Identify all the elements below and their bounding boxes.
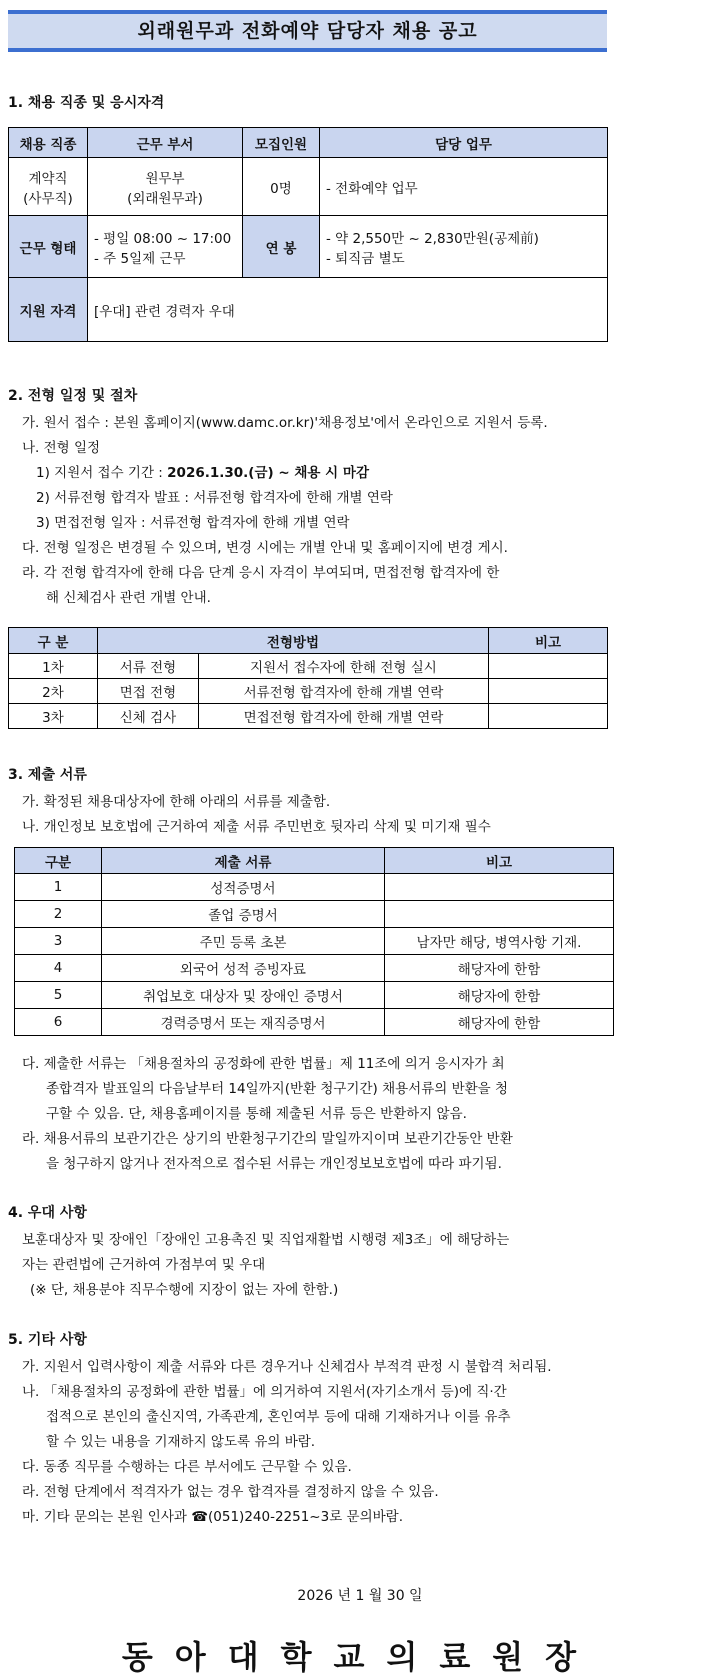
s5-line-7: 마. 기타 문의는 본원 인사과 ☎(051)240-2251~3로 문의바람. bbox=[22, 1509, 403, 1525]
doc-row-1-b: 성적증명서 bbox=[102, 874, 385, 901]
sel-row-2-b: 면접 전형 bbox=[98, 679, 199, 704]
s3-line-5: 구할 수 있음. 단, 채용홈페이지를 통해 제출된 서류 등은 반환하지 않음. bbox=[46, 1106, 467, 1122]
s2-line-5: 3) 면접전형 일자 : 서류전형 합격자에 한해 개별 연락 bbox=[36, 515, 350, 531]
doc-row-6-b: 경력증명서 또는 재직증명서 bbox=[102, 1009, 385, 1036]
s4-line-1: 보훈대상자 및 장애인「장애인 고용촉진 및 직업재활법 시행령 제3조」에 해당하는 bbox=[22, 1232, 510, 1248]
header-job: 채용 직종 bbox=[9, 128, 88, 158]
s3-line-6: 라. 채용서류의 보관기간은 상기의 반환청구기간의 말일까지이며 보관기간동안 반환 bbox=[22, 1131, 513, 1147]
duty: - 전화예약 업무 bbox=[320, 158, 608, 216]
doc-row-4-a: 4 bbox=[15, 955, 102, 982]
section-5-heading: 5. 기타 사항 bbox=[8, 1332, 87, 1348]
header-salary: 연 봉 bbox=[243, 216, 320, 278]
s3-line-4: 종합격자 발표일의 다음날부터 14일까지(반환 청구기간) 채용서류의 반환을 청 bbox=[46, 1081, 509, 1097]
s2-line-4: 2) 서류전형 합격자 발표 : 서류전형 합격자에 한해 개별 연락 bbox=[36, 490, 393, 506]
sel-row-3-d bbox=[489, 704, 608, 729]
doc-header-1: 구분 bbox=[15, 848, 102, 874]
job-type: 계약직 (사무직) bbox=[9, 158, 88, 216]
doc-row-5-c: 해당자에 한함 bbox=[385, 982, 614, 1009]
sel-row-2-d bbox=[489, 679, 608, 704]
sel-header-3: 비고 bbox=[489, 628, 608, 654]
s3-line-2: 나. 개인정보 보호법에 근거하여 제출 서류 주민번호 뒷자리 삭제 및 미기재 필수 bbox=[22, 819, 491, 835]
recruit-count: 0명 bbox=[243, 158, 320, 216]
doc-row-3-c: 남자만 해당, 병역사항 기재. bbox=[385, 928, 614, 955]
signature: 동아대학교의료원장 bbox=[121, 1638, 599, 1676]
s2-line-2: 나. 전형 일정 bbox=[22, 440, 101, 456]
page-title: 외래원무과 전화예약 담당자 채용 공고 bbox=[8, 10, 607, 52]
sel-row-2-a: 2차 bbox=[9, 679, 98, 704]
sel-row-1-d bbox=[489, 654, 608, 679]
doc-row-6-a: 6 bbox=[15, 1009, 102, 1036]
s3-line-3: 다. 제출한 서류는 「채용절차의 공정화에 관한 법률」제 11조에 의거 응시자가 최 bbox=[22, 1056, 505, 1072]
s2-line-7: 라. 각 전형 합격자에 한해 다음 단계 응시 자격이 부여되며, 면접전형 합격자에 한 bbox=[22, 565, 500, 581]
doc-row-3-b: 주민 등록 초본 bbox=[102, 928, 385, 955]
section-1-heading: 1. 채용 직종 및 응시자격 bbox=[8, 95, 165, 111]
work-form: - 평일 08:00 ~ 17:00 - 주 5일제 근무 bbox=[88, 216, 243, 278]
deadline: 2026.1.30.(금) ~ 채용 시 마감 bbox=[167, 465, 369, 481]
header-qual: 지원 자격 bbox=[9, 278, 88, 342]
header-work: 근무 형태 bbox=[9, 216, 88, 278]
s2-line-3: 1) 지원서 접수 기간 : 2026.1.30.(금) ~ 채용 시 마감 bbox=[36, 465, 369, 481]
s3-line-7: 을 청구하지 않거나 전자적으로 접수된 서류는 개인정보보호법에 따라 파기됨. bbox=[46, 1156, 502, 1172]
section-4-heading: 4. 우대 사항 bbox=[8, 1205, 87, 1221]
doc-row-2-a: 2 bbox=[15, 901, 102, 928]
sel-row-3-b: 신체 검사 bbox=[98, 704, 199, 729]
sel-header-1: 구 분 bbox=[9, 628, 98, 654]
s5-line-6: 라. 전형 단계에서 적격자가 없는 경우 합격자를 결정하지 않을 수 있음. bbox=[22, 1484, 439, 1500]
s2-line-8: 해 신체검사 관련 개별 안내. bbox=[46, 590, 211, 606]
doc-row-6-c: 해당자에 한함 bbox=[385, 1009, 614, 1036]
sel-header-2: 전형방법 bbox=[98, 628, 489, 654]
doc-header-2: 제출 서류 bbox=[102, 848, 385, 874]
doc-row-2-b: 졸업 증명서 bbox=[102, 901, 385, 928]
header-count: 모집인원 bbox=[243, 128, 320, 158]
header-dept: 근무 부서 bbox=[88, 128, 243, 158]
section-2-heading: 2. 전형 일정 및 절차 bbox=[8, 388, 138, 404]
sel-row-1-a: 1차 bbox=[9, 654, 98, 679]
s5-line-1: 가. 지원서 입력사항이 제출 서류와 다른 경우거나 신체검사 부적격 판정 시 불합격 처리됨. bbox=[22, 1359, 552, 1375]
dept: 원무부 (외래원무과) bbox=[88, 158, 243, 216]
salary: - 약 2,550만 ~ 2,830만원(공제前) - 퇴직금 별도 bbox=[320, 216, 608, 278]
qualification: [우대] 관련 경력자 우대 bbox=[88, 278, 608, 342]
sel-row-2-c: 서류전형 합격자에 한해 개별 연락 bbox=[199, 679, 489, 704]
s5-line-5: 다. 동종 직무를 수행하는 다른 부서에도 근무할 수 있음. bbox=[22, 1459, 352, 1475]
s2-line-6: 다. 전형 일정은 변경될 수 있으며, 변경 시에는 개별 안내 및 홈페이지에 변경 게시. bbox=[22, 540, 508, 556]
header-duty: 담당 업무 bbox=[320, 128, 608, 158]
s5-line-2: 나. 「채용절차의 공정화에 관한 법률」에 의거하여 지원서(자기소개서 등)에 직·간 bbox=[22, 1384, 507, 1400]
doc-row-1-a: 1 bbox=[15, 874, 102, 901]
s4-line-2: 자는 관련법에 근거하여 가점부여 및 우대 bbox=[22, 1257, 266, 1273]
sel-row-3-a: 3차 bbox=[9, 704, 98, 729]
section-3-heading: 3. 제출 서류 bbox=[8, 767, 87, 783]
documents-table bbox=[14, 847, 614, 1036]
sel-row-1-c: 지원서 접수자에 한해 전형 실시 bbox=[199, 654, 489, 679]
s5-line-3: 접적으로 본인의 출신지역, 가족관계, 혼인여부 등에 대해 기재하거나 이를 유추 bbox=[46, 1409, 511, 1425]
doc-row-5-b: 취업보호 대상자 및 장애인 증명서 bbox=[102, 982, 385, 1009]
sel-row-3-c: 면접전형 합격자에 한해 개별 연락 bbox=[199, 704, 489, 729]
doc-row-4-b: 외국어 성적 증빙자료 bbox=[102, 955, 385, 982]
announcement-date: 2026 년 1 월 30 일 bbox=[297, 1588, 423, 1604]
doc-header-3: 비고 bbox=[385, 848, 614, 874]
s5-line-4: 할 수 있는 내용을 기재하지 않도록 유의 바람. bbox=[46, 1434, 316, 1450]
doc-row-4-c: 해당자에 한함 bbox=[385, 955, 614, 982]
doc-row-5-a: 5 bbox=[15, 982, 102, 1009]
s2-line-1: 가. 원서 접수 : 본원 홈페이지(www.damc.or.kr)'채용정보'에서 온라인으로 지원서 등록. bbox=[22, 415, 548, 431]
sel-row-1-b: 서류 전형 bbox=[98, 654, 199, 679]
doc-row-1-c bbox=[385, 874, 614, 901]
doc-row-3-a: 3 bbox=[15, 928, 102, 955]
selection-table bbox=[8, 627, 608, 729]
recruit-info-table bbox=[8, 127, 608, 342]
doc-row-2-c bbox=[385, 901, 614, 928]
s3-line-1: 가. 확정된 채용대상자에 한해 아래의 서류를 제출함. bbox=[22, 794, 331, 810]
s4-line-3: (※ 단, 채용분야 직무수행에 지장이 없는 자에 한함.) bbox=[30, 1282, 339, 1298]
